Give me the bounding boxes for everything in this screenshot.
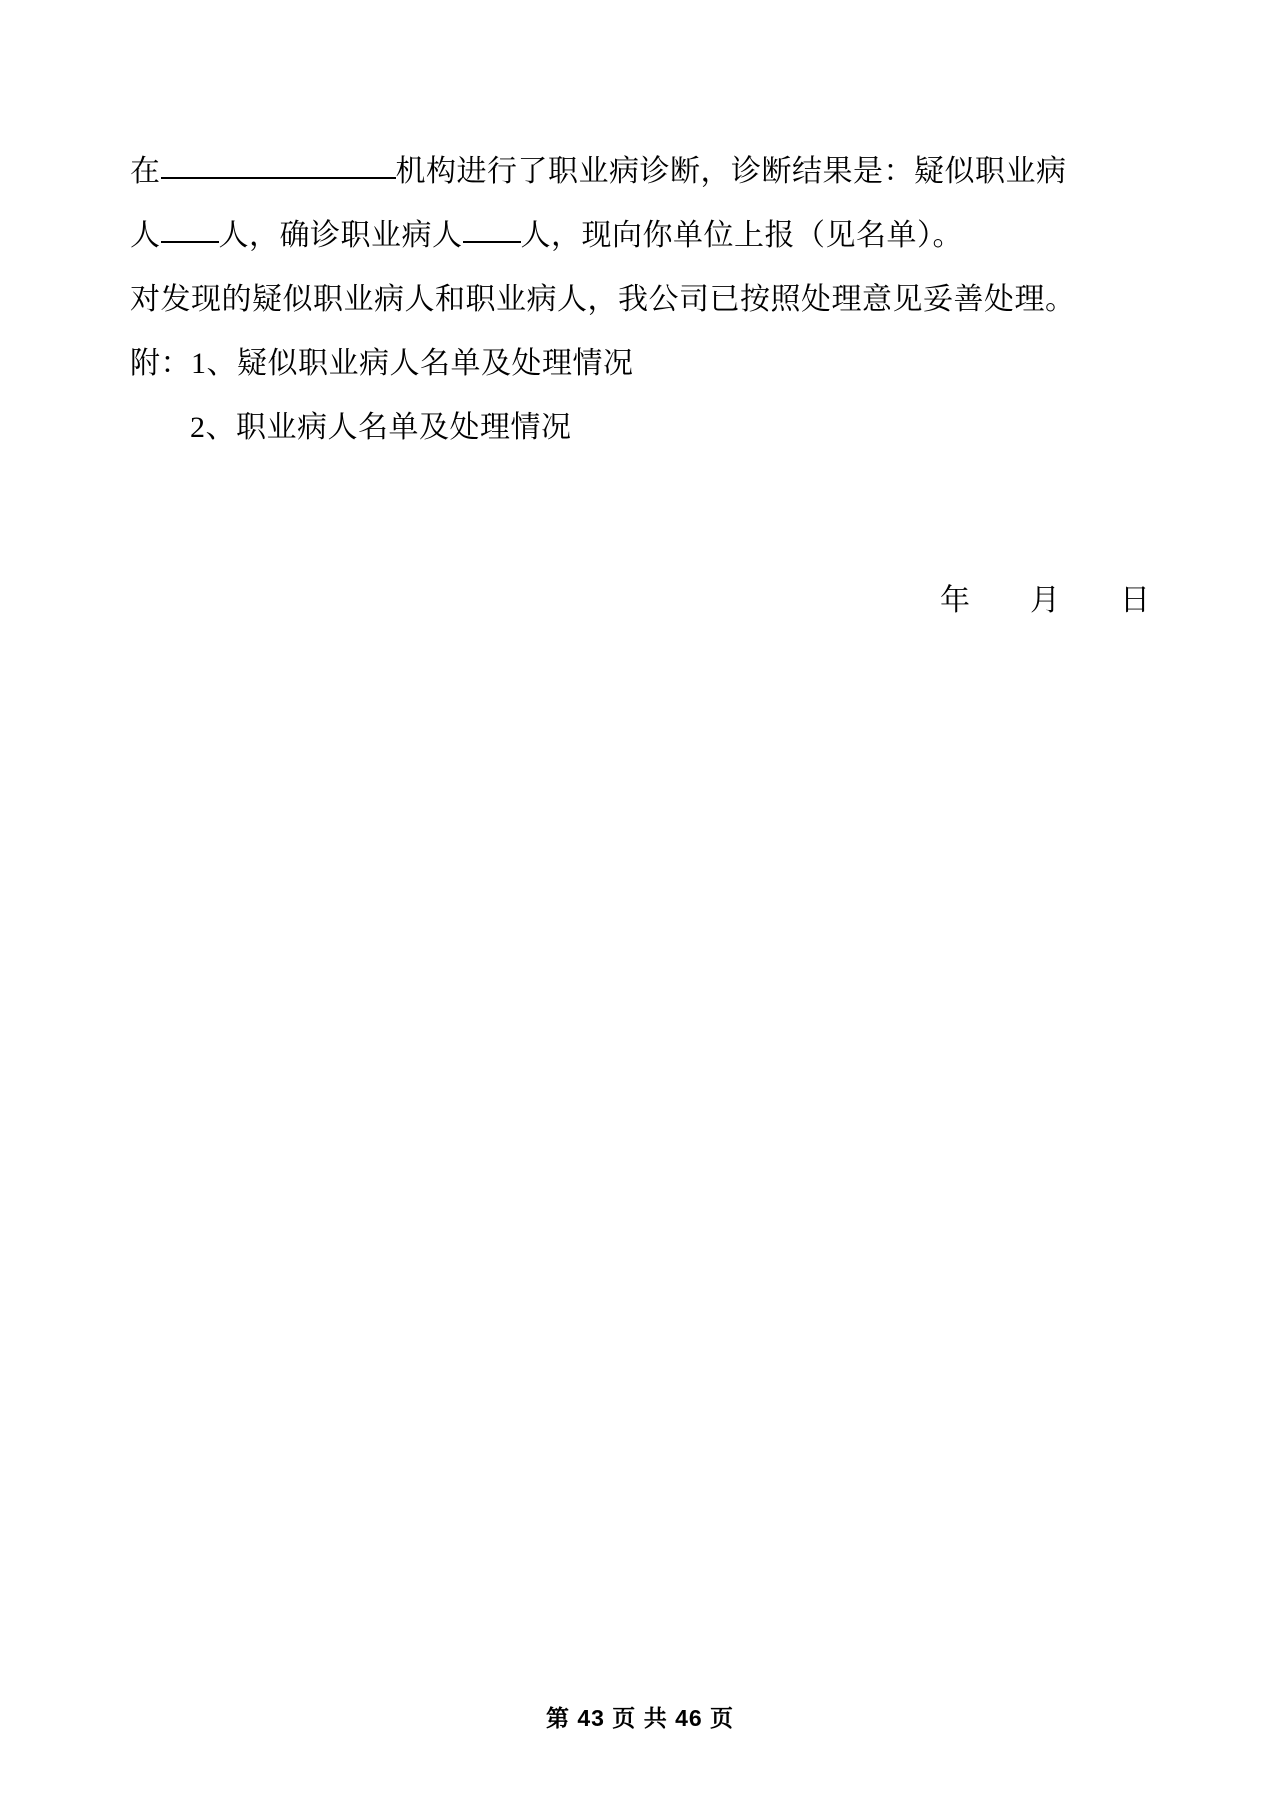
text-fragment: 在 [130, 155, 161, 188]
paragraph-diagnosis-institution [130, 140, 1150, 204]
page-footer: 第 43 页 共 46 页 [545, 1705, 735, 1731]
blank-confirmed-count-field[interactable] [463, 241, 521, 243]
date-line [130, 575, 1150, 619]
document-body [130, 140, 1150, 460]
text-fragment: 机构进行了职业病诊断，诊断结果是：疑似职业病 [395, 155, 1067, 188]
text-fragment: 人，现向你单位上报（见名单）。 [520, 219, 963, 252]
year-label: 年 [940, 584, 970, 617]
paragraph-attachment-1: 附：1、疑似职业病人名单及处理情况 [130, 347, 634, 380]
month-label: 月 [1030, 584, 1060, 617]
blank-institution-field[interactable] [161, 177, 396, 179]
day-label: 日 [1120, 584, 1150, 617]
paragraph-case-counts [130, 204, 1150, 268]
blank-suspected-count-field[interactable] [161, 241, 219, 243]
text-fragment: 人 [130, 219, 161, 252]
text-fragment: 人，确诊职业病人 [218, 219, 463, 252]
paragraph-handling-statement: 对发现的疑似职业病人和职业病人，我公司已按照处理意见妥善处理。 [130, 283, 1076, 316]
paragraph-attachment-2: 2、职业病人名单及处理情况 [190, 411, 572, 444]
